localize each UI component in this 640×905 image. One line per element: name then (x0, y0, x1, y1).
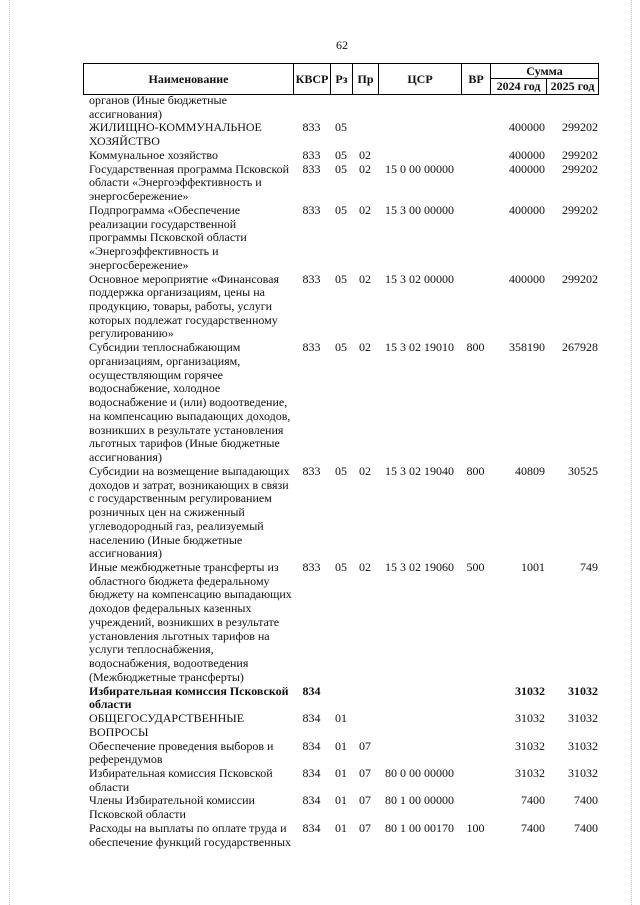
sum-2025-cell: 299202 (562, 161, 598, 176)
name-line: углеводородный газ, реализуемый (89, 518, 264, 533)
csr-cell: 15 3 00 00000 (385, 202, 454, 217)
name-line: доходов и затрат, возникающих в связи (89, 477, 289, 492)
pr-cell: 07 (359, 793, 371, 808)
sum-2024-cell: 400000 (509, 147, 545, 162)
csr-cell: 15 3 02 19060 (385, 559, 454, 574)
table-row (83, 561, 598, 685)
name-cell (83, 740, 293, 767)
table-row (83, 767, 598, 794)
rz-cell (330, 94, 352, 121)
table-row (83, 465, 598, 561)
vr-cell (461, 204, 490, 273)
name-line: водоснабжения, водоотведения (89, 656, 249, 671)
header-name: Наименование (84, 64, 294, 95)
name-line: осуществляющим горячее (89, 367, 223, 382)
name-line: Иные межбюджетные трансферты из (89, 559, 279, 574)
name-line: программы Псковской области (89, 230, 247, 245)
vr-cell (461, 273, 490, 342)
sum-2025-cell: 7400 (574, 793, 598, 808)
name-line: учреждений, возникших в результате (89, 614, 280, 629)
name-line: области (89, 779, 130, 794)
name-line: бюджету на компенсацию выпадающих (89, 587, 292, 602)
name-line: ассигнования) (89, 546, 162, 561)
pr-cell: 02 (359, 271, 371, 286)
name-line: водоснабжение и (или) водоотведение, (89, 395, 288, 410)
kvsr-cell (293, 94, 330, 121)
vr-cell: 500 (466, 559, 485, 574)
name-line: услуги теплоснабжения, (89, 642, 214, 657)
sum-2024-cell: 400000 (509, 161, 545, 176)
sum-2025-cell: 31032 (568, 738, 598, 753)
table-row (83, 94, 598, 121)
name-line: организациям, организациям, (89, 353, 241, 368)
name-line: продукцию, товары, работы, услуги (89, 299, 273, 314)
vr-cell (461, 149, 490, 163)
sum-2024-cell: 31032 (515, 765, 545, 780)
vr-cell (461, 121, 490, 148)
csr-cell (378, 94, 461, 121)
name-cell (83, 794, 293, 821)
vr-cell: 800 (466, 463, 485, 478)
name-line: ЖИЛИЩНО-КОММУНАЛЬНОЕ (89, 120, 262, 135)
header-pr: Пр (353, 64, 379, 95)
name-line: на компенсацию выпадающих доходов, (89, 408, 291, 423)
name-line: референдумов (89, 752, 163, 767)
header-vr: ВР (462, 64, 491, 95)
sum-2025-cell: 30525 (568, 463, 598, 478)
sum-2025-cell: 267928 (562, 340, 598, 355)
csr-cell: 80 1 00 00170 (385, 820, 454, 835)
name-line: области «Энергоэффективность и (89, 175, 262, 190)
vr-cell (461, 712, 490, 739)
rz-cell: 05 (335, 147, 347, 162)
table-header (83, 63, 599, 95)
name-cell (83, 685, 293, 712)
name-cell (83, 822, 293, 849)
rz-cell (330, 685, 352, 712)
kvsr-cell: 833 (302, 559, 321, 574)
csr-cell (378, 121, 461, 148)
name-line: Субсидии теплоснабжающим (89, 340, 241, 355)
csr-cell (378, 685, 461, 712)
rz-cell: 05 (335, 271, 347, 286)
sum-2025-cell: 299202 (562, 271, 598, 286)
csr-cell: 80 1 00 00000 (385, 793, 454, 808)
name-line: области (89, 697, 132, 712)
csr-cell: 80 0 00 00000 (385, 765, 454, 780)
name-line: установления льготных тарифов на (89, 628, 270, 643)
budget-table (83, 63, 598, 849)
name-line: ассигнования) (89, 106, 162, 121)
name-line: регулированию» (89, 326, 174, 341)
name-cell (83, 121, 293, 148)
pr-cell (352, 685, 378, 712)
kvsr-cell: 833 (302, 120, 321, 135)
sum-2024-cell: 1001 (521, 559, 545, 574)
name-line: Государственная программа Псковской (89, 161, 290, 176)
table-row (83, 740, 598, 767)
name-cell (83, 561, 293, 685)
name-line: водоснабжение, холодное (89, 381, 221, 396)
kvsr-cell: 834 (302, 765, 321, 780)
table-row (83, 794, 598, 821)
name-cell (83, 341, 293, 465)
pr-cell: 02 (359, 161, 371, 176)
csr-cell: 15 0 00 00000 (385, 161, 454, 176)
kvsr-cell: 833 (302, 340, 321, 355)
sum-2025-cell: 299202 (562, 202, 598, 217)
pr-cell: 07 (359, 738, 371, 753)
rz-cell: 05 (335, 120, 347, 135)
name-line: Подпрограмма «Обеспечение (89, 202, 241, 217)
header-sum: Сумма (491, 64, 599, 79)
name-line: доходов федеральных казенных (89, 601, 252, 616)
name-line: (Межбюджетные трансферты) (89, 669, 244, 684)
rz-cell: 05 (335, 463, 347, 478)
pr-cell (352, 121, 378, 148)
name-line: с государственным регулированием (89, 491, 272, 506)
sum-2025-cell: 31032 (568, 711, 598, 726)
vr-cell (461, 163, 490, 204)
header-rz: Рз (331, 64, 353, 95)
header-csr: ЦСР (379, 64, 462, 95)
kvsr-cell: 833 (302, 147, 321, 162)
csr-cell: 15 3 02 19010 (385, 340, 454, 355)
pr-cell: 02 (359, 202, 371, 217)
name-line: розничных цен на сжиженный (89, 505, 245, 520)
csr-cell (378, 149, 461, 163)
name-line: ассигнования) (89, 450, 162, 465)
sum-2025-cell: 7400 (574, 820, 598, 835)
name-line: обеспечение функций государственных (89, 834, 292, 849)
header-year-2024: 2024 год (491, 79, 547, 95)
sum-2025-cell: 749 (580, 559, 598, 574)
pr-cell: 07 (359, 820, 371, 835)
pr-cell: 07 (359, 765, 371, 780)
pr-cell: 02 (359, 147, 371, 162)
sum-2025-cell: 299202 (562, 120, 598, 135)
table-row (83, 685, 598, 712)
sum-2024-cell: 40809 (515, 463, 545, 478)
name-line: Избирательная комиссия Псковской (89, 683, 289, 698)
pr-cell: 02 (359, 559, 371, 574)
kvsr-cell: 833 (302, 202, 321, 217)
name-cell (83, 149, 293, 163)
kvsr-cell: 834 (302, 820, 321, 835)
name-line: которых подлежат государственному (89, 312, 278, 327)
sum-2024-cell: 400000 (509, 271, 545, 286)
rz-cell: 05 (335, 340, 347, 355)
name-line: ХОЗЯЙСТВО (89, 134, 160, 149)
sum-2024-cell: 400000 (509, 120, 545, 135)
name-line: реализации государственной (89, 216, 237, 231)
rz-cell: 05 (335, 559, 347, 574)
page-number: 62 (336, 38, 348, 52)
name-cell (83, 273, 293, 342)
name-line: энергосбережение» (89, 189, 189, 204)
name-line: поддержка организациям, цены на (89, 285, 265, 300)
sum-2024-cell: 31032 (515, 683, 545, 698)
table-row (83, 121, 598, 148)
name-cell (83, 163, 293, 204)
vr-cell (461, 767, 490, 794)
sum-2024-cell: 31032 (515, 711, 545, 726)
kvsr-cell: 834 (302, 683, 321, 698)
sum-2024-cell: 31032 (515, 738, 545, 753)
sum-2024-cell: 7400 (521, 820, 545, 835)
name-line: Обеспечение проведения выборов и (89, 738, 274, 753)
pr-cell (352, 94, 378, 121)
vr-cell (461, 94, 490, 121)
name-cell (83, 712, 293, 739)
table-row (83, 204, 598, 273)
name-line: Расходы на выплаты по оплате труда и (89, 820, 287, 835)
sum-2025-cell: 31032 (568, 765, 598, 780)
scan-edge-left (9, 0, 10, 905)
header-kvsr: КВСР (294, 64, 331, 95)
table-row (83, 163, 598, 204)
table-row (83, 712, 598, 739)
sum-2024-cell: 7400 (521, 793, 545, 808)
name-line: энергосбережение» (89, 257, 189, 272)
table-row (83, 341, 598, 465)
rz-cell: 01 (335, 738, 347, 753)
name-line: ВОПРОСЫ (89, 724, 149, 739)
name-line: возникших в результате установления (89, 422, 284, 437)
kvsr-cell: 833 (302, 463, 321, 478)
pr-cell: 02 (359, 340, 371, 355)
csr-cell (378, 740, 461, 767)
pr-cell (352, 712, 378, 739)
name-line: Коммунальное хозяйство (89, 147, 218, 162)
name-line: населению (Иные бюджетные (89, 532, 243, 547)
name-line: органов (Иные бюджетные (89, 93, 227, 107)
header-year-2025: 2025 год (547, 79, 599, 95)
sum-2024-cell: 400000 (509, 202, 545, 217)
rz-cell: 01 (335, 793, 347, 808)
vr-cell (461, 740, 490, 767)
sum-2024-cell: 358190 (509, 340, 545, 355)
name-line: «Энергоэффективность и (89, 244, 219, 259)
csr-cell: 15 3 02 19040 (385, 463, 454, 478)
sum-2024-cell (490, 94, 546, 121)
sum-2025-cell: 299202 (562, 147, 598, 162)
vr-cell: 100 (466, 820, 485, 835)
name-line: Псковской области (89, 807, 186, 822)
kvsr-cell: 834 (302, 711, 321, 726)
csr-cell: 15 3 02 00000 (385, 271, 454, 286)
sum-2025-cell: 31032 (568, 683, 598, 698)
scan-edge-right (631, 0, 632, 905)
name-line: Основное мероприятие «Финансовая (89, 271, 280, 286)
name-line: ОБЩЕГОСУДАРСТВЕННЫЕ (89, 711, 245, 726)
name-line: Субсидии на возмещение выпадающих (89, 463, 290, 478)
name-cell (83, 204, 293, 273)
csr-cell (378, 712, 461, 739)
vr-cell: 800 (466, 340, 485, 355)
rz-cell: 01 (335, 820, 347, 835)
name-line: областного бюджета федеральному (89, 573, 270, 588)
sum-2025-cell (546, 94, 598, 121)
table-row (83, 149, 598, 163)
table-body (83, 94, 598, 849)
table-row (83, 822, 598, 849)
vr-cell (461, 794, 490, 821)
name-cell (83, 767, 293, 794)
rz-cell: 01 (335, 711, 347, 726)
vr-cell (461, 685, 490, 712)
pr-cell: 02 (359, 463, 371, 478)
rz-cell: 05 (335, 161, 347, 176)
table-row (83, 273, 598, 342)
rz-cell: 05 (335, 202, 347, 217)
name-line: льготных тарифов (Иные бюджетные (89, 436, 280, 451)
name-line: Члены Избирательной комиссии (89, 793, 255, 808)
name-cell (83, 94, 293, 121)
kvsr-cell: 834 (302, 738, 321, 753)
name-line: Избирательная комиссия Псковской (89, 765, 273, 780)
rz-cell: 01 (335, 765, 347, 780)
kvsr-cell: 834 (302, 793, 321, 808)
name-cell (83, 465, 293, 561)
kvsr-cell: 833 (302, 161, 321, 176)
kvsr-cell: 833 (302, 271, 321, 286)
